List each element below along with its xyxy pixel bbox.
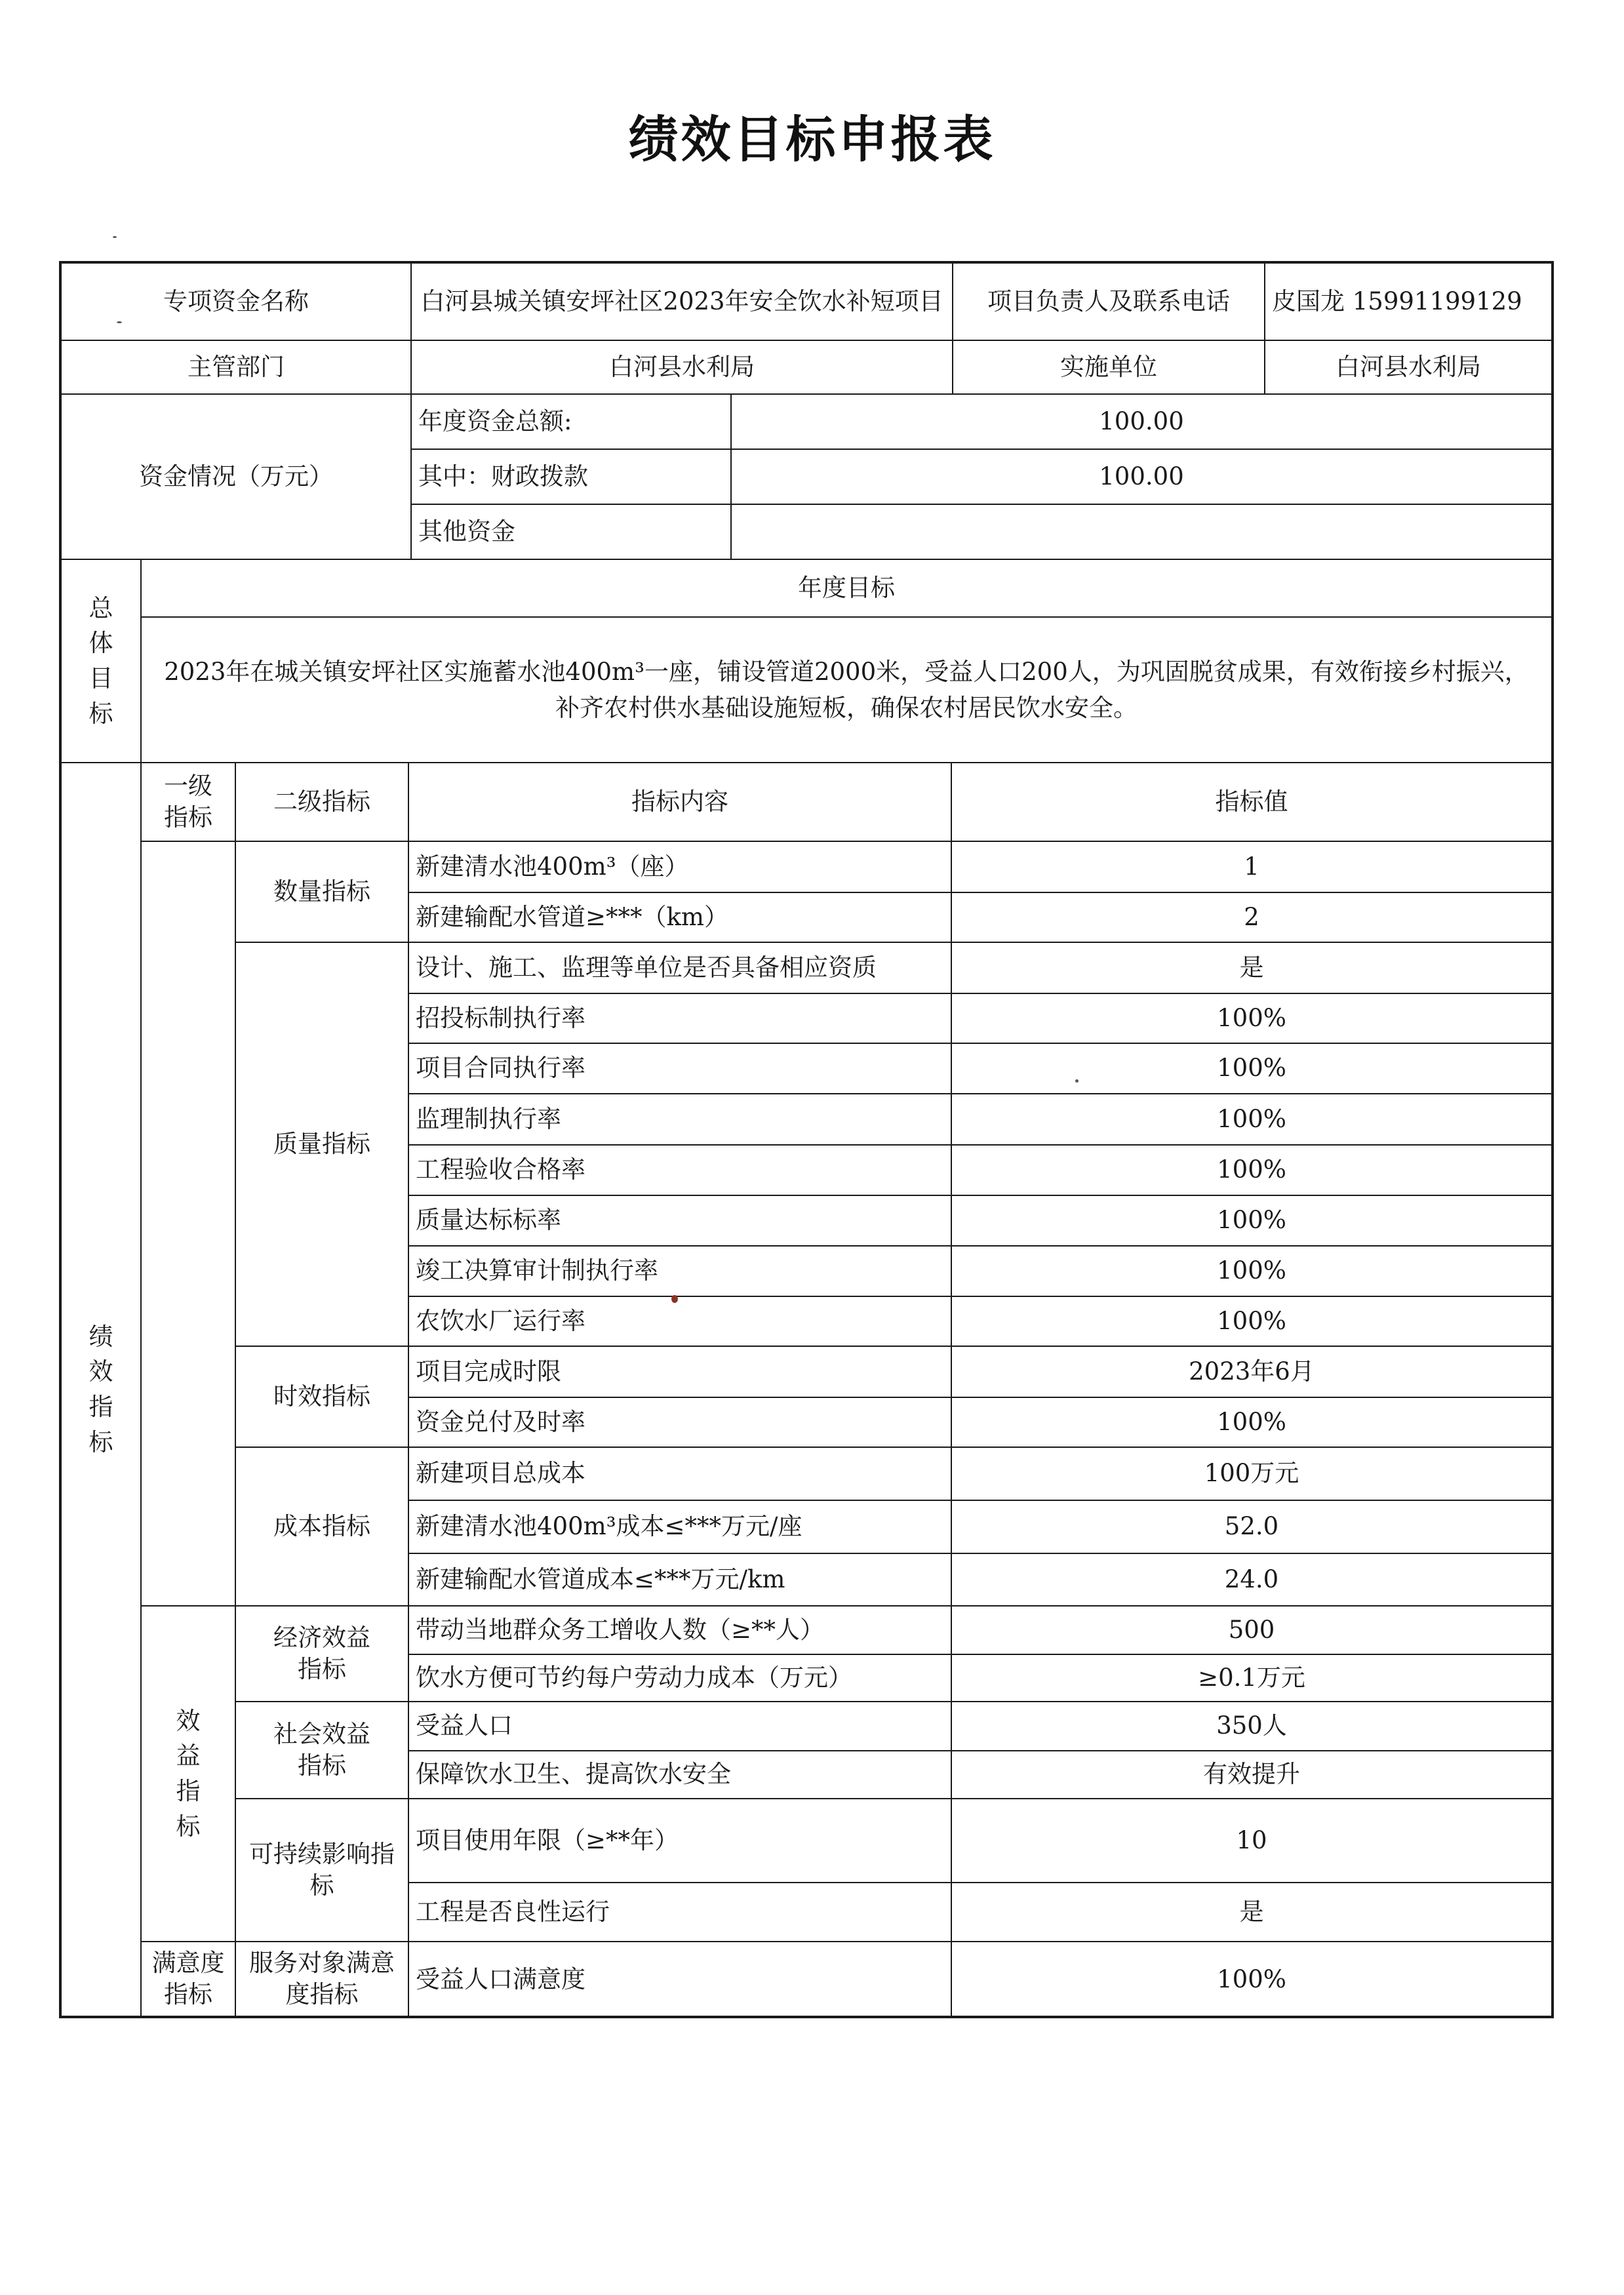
goal-text: 2023年在城关镇安坪社区实施蓄水池400m³一座，铺设管道2000米，受益人口200人，为巩固脱贫成果，有效衔接乡村振兴，补齐农村供水基础设施短板，确保农村居民饮水安全。	[140, 616, 1553, 763]
indicator-content: 农饮水厂运行率	[408, 1296, 952, 1347]
dept-value: 白河县水利局	[410, 340, 953, 395]
quality-label: 质量指标	[235, 942, 409, 1347]
output-group-cell	[140, 841, 236, 1606]
indicator-content: 项目完成时限	[408, 1346, 952, 1398]
sustain-label: 可持续影响指标	[235, 1798, 409, 1942]
indicator-content: 新建输配水管道≥***（km）	[408, 892, 952, 943]
impl-value: 白河县水利局	[1264, 340, 1553, 395]
col-level1: 一级指标	[140, 762, 236, 842]
indicator-value: 100%	[951, 993, 1553, 1044]
economic-label: 经济效益指标	[235, 1605, 409, 1702]
indicator-content: 资金兑付及时率	[408, 1397, 952, 1448]
indicator-content: 项目使用年限（≥**年）	[408, 1798, 952, 1883]
indicator-value: 有效提升	[951, 1750, 1553, 1799]
indicator-content: 工程是否良性运行	[408, 1882, 952, 1942]
indicator-content: 工程验收合格率	[408, 1144, 952, 1196]
service-label: 服务对象满意度指标	[235, 1941, 409, 2017]
indicators-side-label: 绩效指标	[60, 762, 142, 2017]
indicator-content: 质量达标标率	[408, 1195, 952, 1247]
funds-fiscal-label: 其中：财政拨款	[410, 449, 732, 505]
benefit-group-label: 效益指标	[140, 1605, 236, 1942]
indicator-content: 项目合同执行率	[408, 1043, 952, 1094]
funds-fiscal-value: 100.00	[730, 449, 1553, 505]
indicator-value: 100%	[951, 1397, 1553, 1448]
indicator-content: 竣工决算审计制执行率	[408, 1245, 952, 1297]
indicator-value: 100%	[951, 1296, 1553, 1347]
indicator-value: 2023年6月	[951, 1346, 1553, 1398]
indicator-content: 招投标制执行率	[408, 993, 952, 1044]
funds-other-label: 其他资金	[410, 504, 732, 560]
indicator-content: 受益人口满意度	[408, 1941, 952, 2018]
indicator-content: 监理制执行率	[408, 1093, 952, 1146]
social-label: 社会效益指标	[235, 1701, 409, 1799]
indicator-value: 100%	[951, 1245, 1553, 1297]
indicator-value: ≥0.1万元	[951, 1654, 1553, 1702]
funds-label: 资金情况（万元）	[60, 393, 412, 560]
indicator-value: 100%	[951, 1941, 1553, 2018]
col-content: 指标内容	[408, 762, 952, 842]
indicator-value: 100%	[951, 1043, 1553, 1094]
funds-total-value: 100.00	[730, 393, 1553, 450]
indicator-content: 带动当地群众务工增收人数（≥**人）	[408, 1605, 952, 1655]
indicator-content: 新建清水池400m³成本≤***万元/座	[408, 1500, 952, 1554]
scan-speck	[113, 236, 117, 238]
funds-total-label: 年度资金总额:	[410, 393, 732, 450]
indicator-value: 500	[951, 1605, 1553, 1655]
scan-speck	[1075, 1079, 1079, 1083]
cost-label: 成本指标	[235, 1447, 409, 1606]
leader-label: 项目负责人及联系电话	[952, 262, 1265, 341]
page-title: 绩效目标申报表	[628, 110, 996, 169]
indicator-value: 100%	[951, 1195, 1553, 1247]
fund-name-label: 专项资金名称	[60, 262, 412, 341]
indicator-value: 10	[951, 1798, 1553, 1883]
col-level2: 二级指标	[235, 762, 409, 842]
leader-value: 皮国龙 15991199129	[1264, 262, 1553, 341]
goal-header: 年度目标	[140, 559, 1553, 618]
indicator-content: 保障饮水卫生、提高饮水安全	[408, 1750, 952, 1799]
funds-other-value	[730, 504, 1553, 560]
indicator-value: 52.0	[951, 1500, 1553, 1554]
indicator-content: 饮水方便可节约每户劳动力成本（万元）	[408, 1654, 952, 1702]
satisfaction-group-label: 满意度指标	[140, 1941, 236, 2017]
indicator-content: 受益人口	[408, 1701, 952, 1751]
col-value: 指标值	[951, 762, 1553, 842]
time-label: 时效指标	[235, 1346, 409, 1448]
indicator-content: 新建输配水管道成本≤***万元/km	[408, 1553, 952, 1606]
indicator-value: 1	[951, 841, 1553, 893]
indicator-value: 24.0	[951, 1553, 1553, 1606]
quantity-label: 数量指标	[235, 841, 409, 943]
indicator-content: 新建清水池400m³（座）	[408, 841, 952, 893]
indicator-value: 100%	[951, 1144, 1553, 1196]
scan-speck	[117, 321, 122, 323]
indicator-value: 是	[951, 942, 1553, 994]
fund-name-value: 白河县城关镇安坪社区2023年安全饮水补短项目	[410, 262, 953, 341]
indicator-value: 100万元	[951, 1447, 1553, 1501]
ink-mark	[671, 1295, 678, 1303]
goal-side-label: 总体目标	[60, 559, 142, 763]
indicator-content: 设计、施工、监理等单位是否具备相应资质	[408, 942, 952, 994]
indicator-content: 新建项目总成本	[408, 1447, 952, 1501]
indicator-value: 100%	[951, 1093, 1553, 1146]
indicator-value: 是	[951, 1882, 1553, 1942]
dept-label: 主管部门	[60, 340, 412, 395]
indicator-value: 2	[951, 892, 1553, 943]
impl-label: 实施单位	[952, 340, 1265, 395]
indicator-value: 350人	[951, 1701, 1553, 1751]
